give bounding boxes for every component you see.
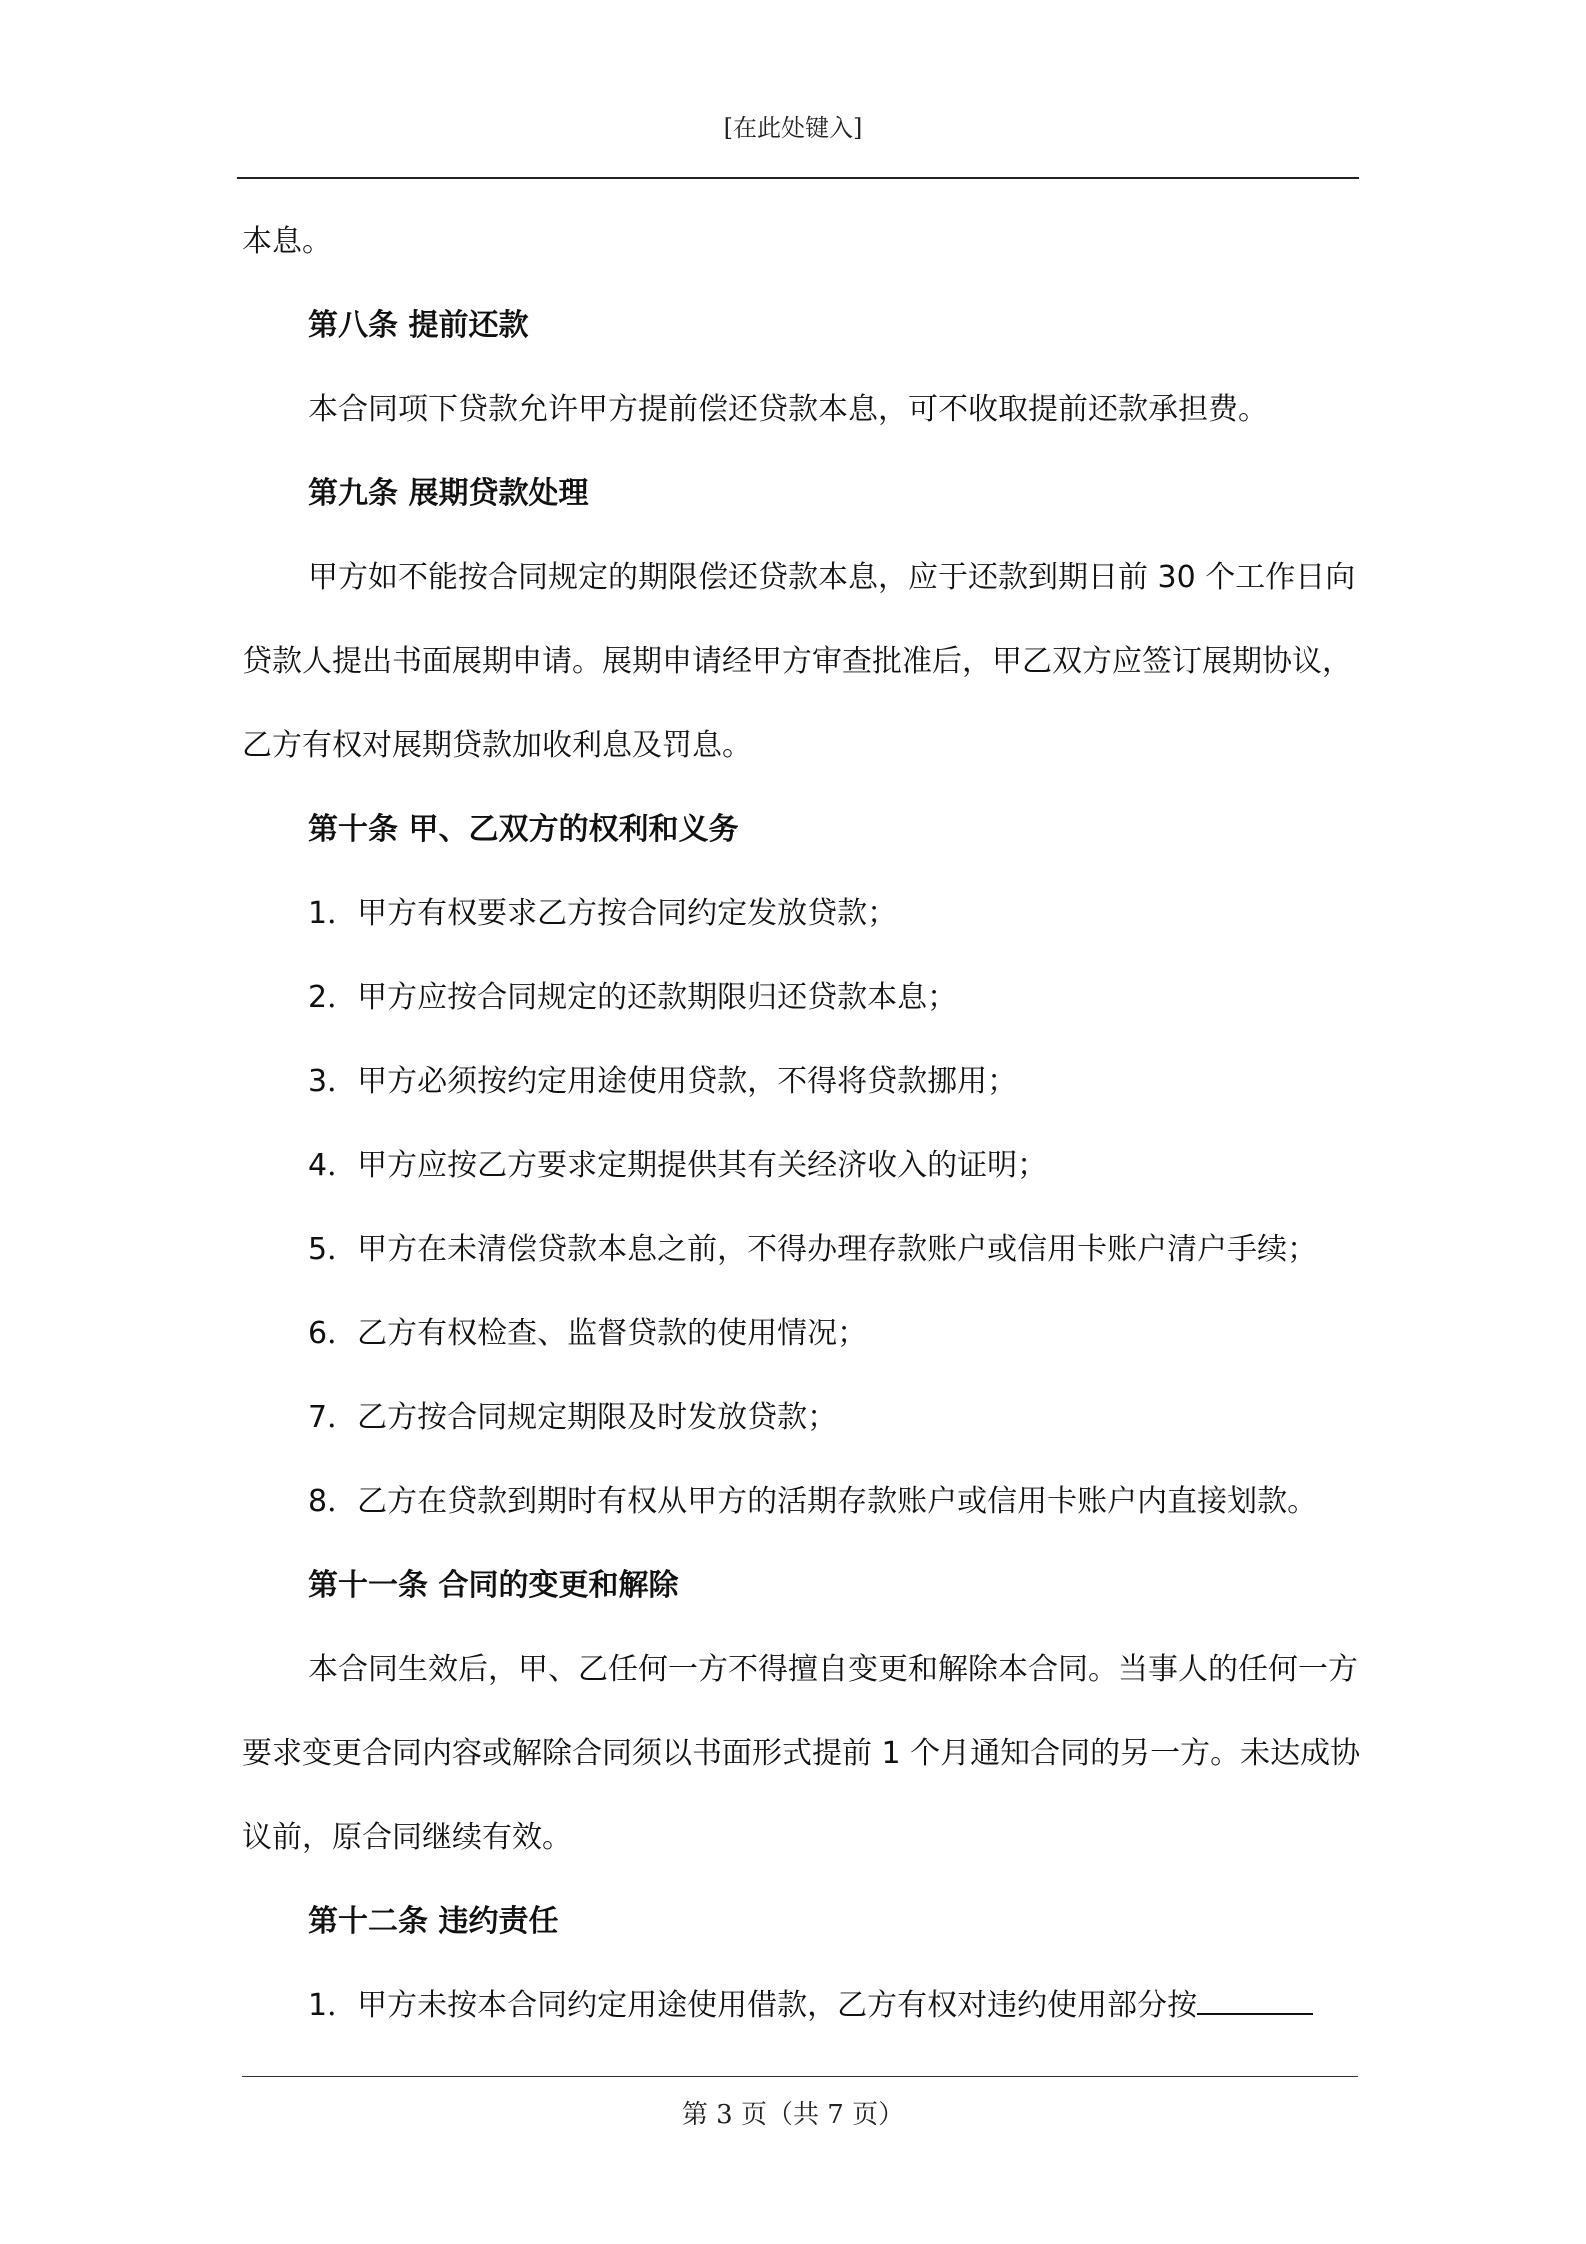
footer-divider bbox=[242, 2076, 1358, 2077]
article-11-paragraph: 本合同生效后，甲、乙任何一方不得擅自变更和解除本合同。当事人的任何一方要求变更合同内容或解除合同须以书面形式提前 1 个月通知合同的另一方。未达成协议前，原合同继续有效。 bbox=[242, 1652, 1361, 1855]
article-9-paragraph: 甲方如不能按合同规定的期限偿还贷款本息，应于还款到期日前 30 个工作日向贷款人提出书面展期申请。展期申请经甲方审查批准后，甲乙双方应签订展期协议，乙方有权对展期贷款加收利息及罚息。 bbox=[242, 560, 1356, 763]
list-item: 2．甲方应按合同规定的还款期限归还贷款本息； bbox=[308, 980, 958, 1015]
list-item-with-blank bbox=[242, 1964, 1372, 2048]
page-footer: 第 3 页（共 7 页） bbox=[681, 2100, 905, 2130]
article-10-heading: 第十条 甲、乙双方的权利和义务 bbox=[308, 812, 739, 847]
article-8-paragraph: 本合同项下贷款允许甲方提前偿还贷款本息，可不收取提前还款承担费。 bbox=[308, 392, 1268, 427]
list-item: 5．甲方在未清偿贷款本息之前，不得办理存款账户或信用卡账户清户手续； bbox=[308, 1232, 1318, 1267]
list-item: 8．乙方在贷款到期时有权从甲方的活期存款账户或信用卡账户内直接划款。 bbox=[308, 1484, 1318, 1519]
article-8-heading: 第八条 提前还款 bbox=[308, 308, 529, 343]
contract-body bbox=[242, 200, 1372, 2048]
article-12-heading: 第十二条 违约责任 bbox=[308, 1904, 559, 1939]
header-divider bbox=[237, 177, 1359, 179]
list-item: 3．甲方必须按约定用途使用贷款，不得将贷款挪用； bbox=[308, 1064, 1018, 1099]
list-item: 4．甲方应按乙方要求定期提供其有关经济收入的证明； bbox=[308, 1148, 1048, 1183]
fill-in-blank bbox=[1197, 1985, 1313, 2015]
list-item-text: 1．甲方未按本合同约定用途使用借款，乙方有权对违约使用部分按 bbox=[308, 1988, 1198, 2023]
article-11-heading: 第十一条 合同的变更和解除 bbox=[308, 1568, 679, 1603]
list-item: 6．乙方有权检查、监督贷款的使用情况； bbox=[308, 1316, 868, 1351]
list-item: 1．甲方有权要求乙方按合同约定发放贷款； bbox=[308, 896, 898, 931]
continuation-text: 本息。 bbox=[242, 224, 332, 259]
list-item: 7．乙方按合同规定期限及时发放贷款； bbox=[308, 1400, 838, 1435]
page-header: [在此处键入] bbox=[723, 114, 863, 142]
article-9-heading: 第九条 展期贷款处理 bbox=[308, 476, 589, 511]
